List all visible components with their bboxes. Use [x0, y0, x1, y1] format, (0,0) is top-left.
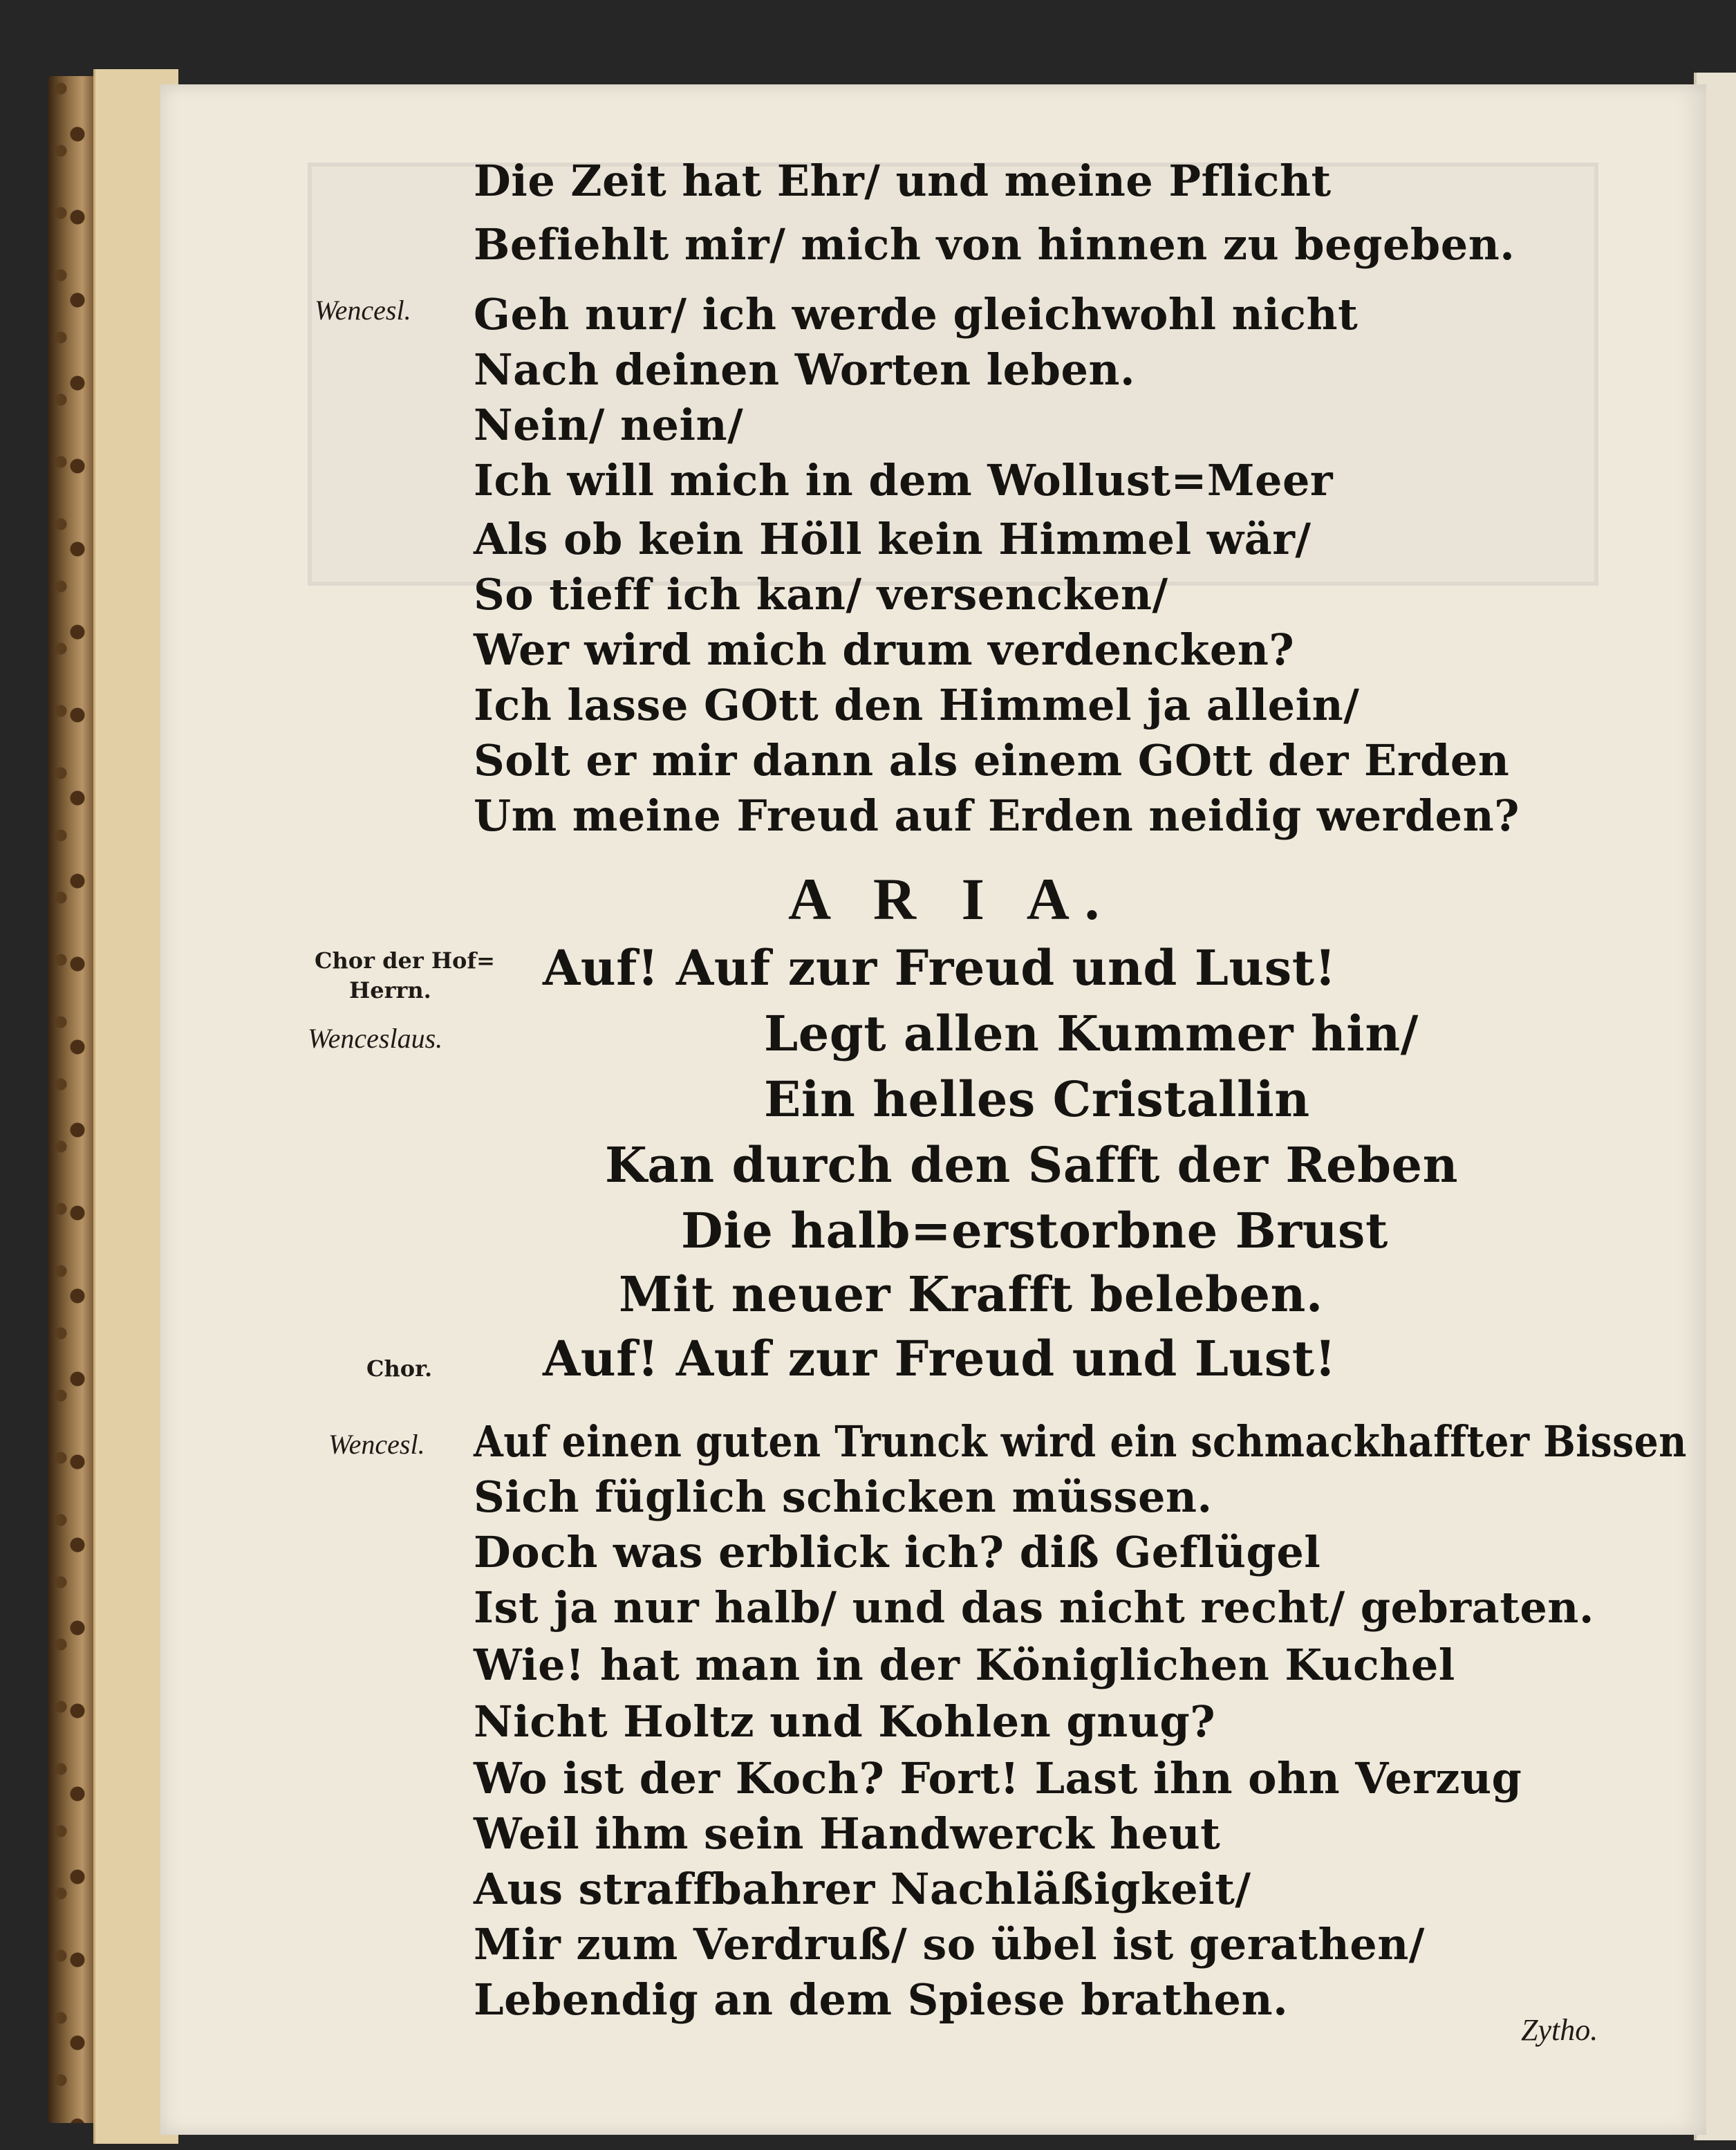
verse-line: Geh nur/ ich werde gleichwohl nicht [474, 289, 1359, 340]
aria-heading: A R I A. [788, 866, 1115, 932]
verse-line: Auf einen guten Trunck wird ein schmackhaffter Bissen [474, 1416, 1687, 1467]
verse-line: Doch was erblick ich? diß Geflügel [474, 1527, 1321, 1577]
verse-line: Wie! hat man in der Königlichen Kuchel [474, 1640, 1455, 1690]
verse-line: Ich will mich in dem Wollust=Meer [474, 455, 1334, 506]
speaker-chor-hofherrn: Herrn. [349, 977, 431, 1003]
verse-line: Ich lasse GOtt den Himmel ja allein/ [474, 680, 1360, 730]
verse-line: Nach deinen Worten leben. [474, 344, 1136, 395]
verse-line: Weil ihm sein Handwerck heut [474, 1808, 1221, 1859]
verse-line: Die Zeit hat Ehr/ und meine Pflicht [474, 156, 1332, 206]
catchword: Zytho. [1521, 2013, 1598, 2047]
verse-line: Befiehlt mir/ mich von hinnen zu begeben. [474, 219, 1515, 270]
verse-line: Ist ja nur halb/ und das nicht recht/ gebraten. [474, 1582, 1594, 1633]
aria-line: Auf! Auf zur Freud und Lust! [543, 1330, 1336, 1387]
verse-line: Sich füglich schicken müssen. [474, 1472, 1213, 1522]
verse-line: Um meine Freud auf Erden neidig werden? [474, 790, 1520, 841]
verse-line: So tieff ich kan/ versencken/ [474, 569, 1168, 620]
aria-line: Kan durch den Safft der Reben [605, 1136, 1458, 1194]
aria-line: Legt allen Kummer hin/ [764, 1005, 1419, 1062]
verse-line: Als ob kein Höll kein Himmel wär/ [474, 514, 1312, 564]
aria-line: Mit neuer Krafft beleben. [619, 1266, 1323, 1323]
verse-line: Solt er mir dann als einem GOtt der Erden [474, 735, 1510, 786]
book-spine [48, 76, 97, 2123]
verse-line: Aus straffbahrer Nachläßigkeit/ [474, 1864, 1251, 1914]
speaker-wencesl: Wencesl. [328, 1429, 425, 1460]
verse-line: Lebendig an dem Spiese brathen. [474, 1974, 1289, 2025]
verse-line: Mir zum Verdruß/ so übel ist gerathen/ [474, 1919, 1425, 1970]
verse-line: Wer wird mich drum verdencken? [474, 624, 1295, 675]
aria-line: Die halb=erstorbne Brust [681, 1202, 1388, 1259]
verse-line: Nicht Holtz und Kohlen gnug? [474, 1696, 1216, 1747]
aria-line: Ein helles Cristallin [764, 1071, 1310, 1128]
aria-line: Auf! Auf zur Freud und Lust! [543, 939, 1336, 997]
verse-line: Nein/ nein/ [474, 400, 744, 450]
speaker-chor-hofherrn: Chor der Hof= [315, 947, 495, 974]
speaker-wencesl: Wencesl. [315, 295, 411, 326]
verse-line: Wo ist der Koch? Fort! Last ihn ohn Verzug [474, 1753, 1522, 1804]
speaker-wenceslaus: Wenceslaus. [308, 1023, 443, 1054]
speaker-chor: Chor. [366, 1355, 433, 1382]
